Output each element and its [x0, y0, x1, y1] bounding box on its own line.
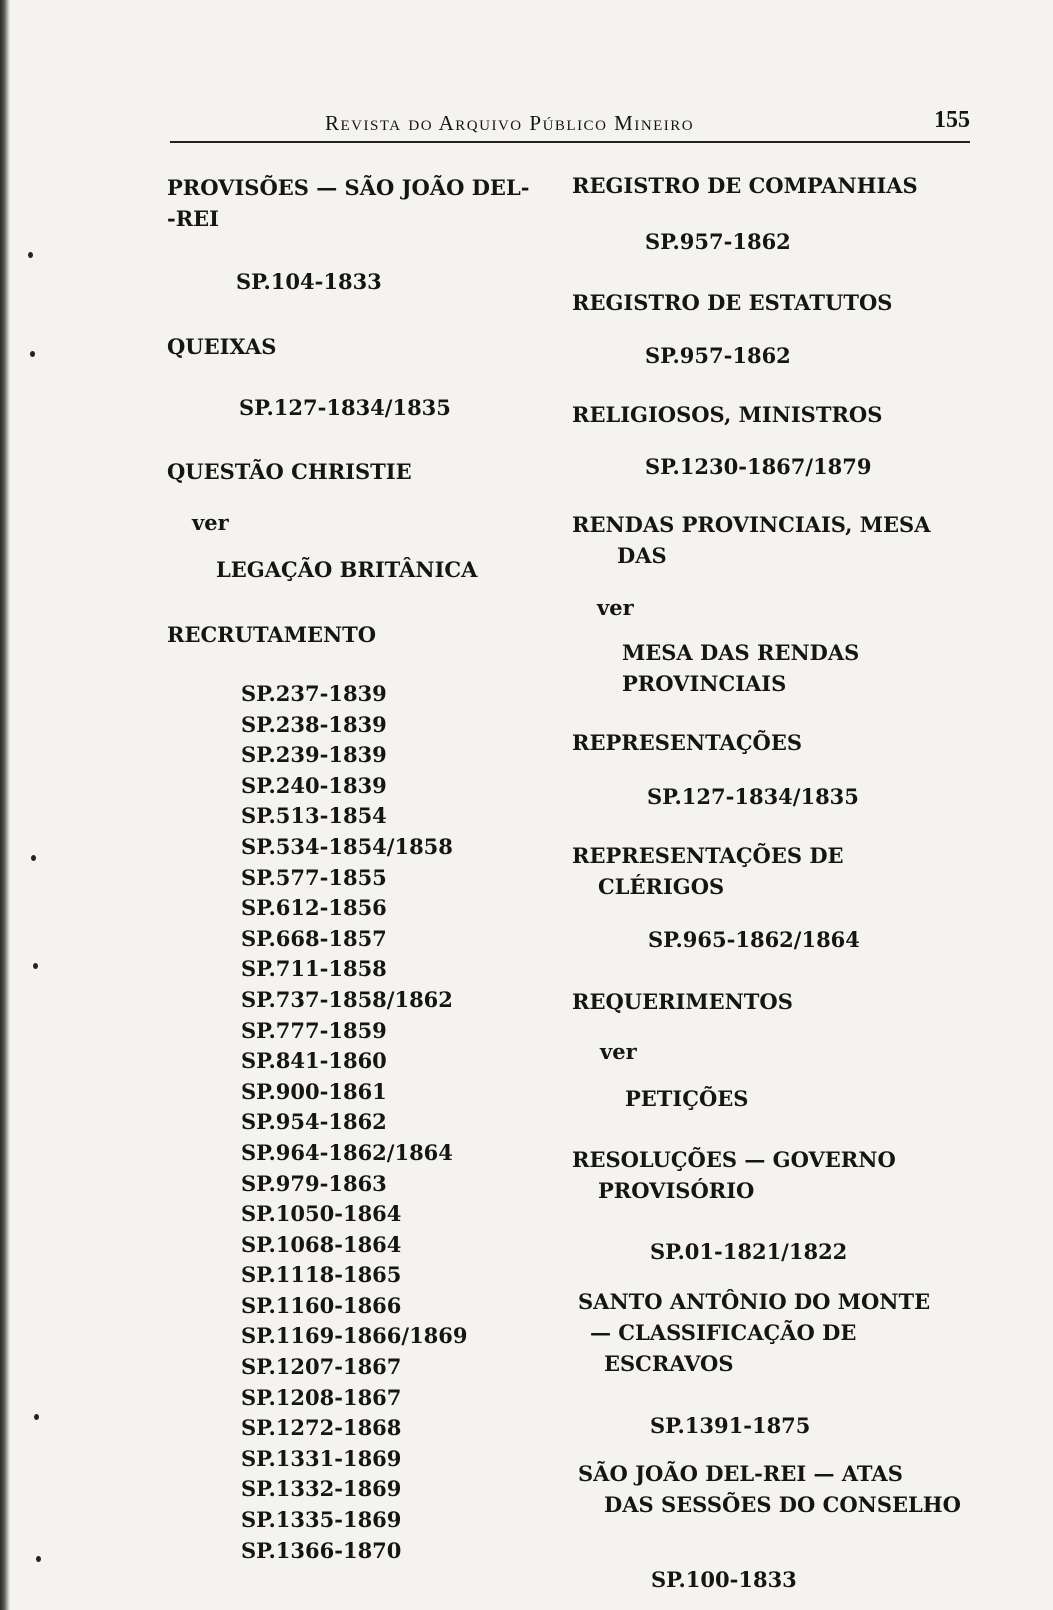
- heading-line: REPRESENTAÇÕES DE: [572, 843, 844, 868]
- reference: SP.1331-1869: [241, 1445, 402, 1471]
- reference: SP.127-1834/1835: [239, 395, 451, 420]
- running-title: Revista do Arquivo Público Mineiro: [325, 111, 695, 135]
- reference: SP.1335-1869: [241, 1507, 402, 1533]
- reference: SP.534-1854/1858: [241, 833, 453, 859]
- heading-line: RENDAS PROVINCIAIS, MESA: [572, 512, 931, 537]
- reference: SP.1160-1866: [241, 1292, 402, 1318]
- heading-line: PROVISÕES — SÃO JOÃO DEL-: [167, 175, 530, 200]
- header-rule: [170, 141, 970, 143]
- reference: SP.1332-1869: [241, 1476, 402, 1502]
- heading-line: — CLASSIFICAÇÃO DE: [590, 1320, 857, 1345]
- index-heading: RECRUTAMENTO: [167, 622, 377, 647]
- see-reference-target: [622, 637, 859, 699]
- heading-line: DAS: [617, 543, 667, 568]
- index-heading: [572, 840, 844, 902]
- reference: SP.100-1833: [651, 1567, 797, 1592]
- index-heading: QUESTÃO CHRISTIE: [167, 459, 412, 484]
- reference: SP.1169-1866/1869: [241, 1323, 468, 1349]
- heading-line: RESOLUÇÕES — GOVERNO: [572, 1147, 896, 1172]
- reference: SP.1118-1865: [241, 1262, 402, 1288]
- scan-speck: [33, 963, 38, 969]
- index-heading: [572, 509, 931, 571]
- index-heading: [572, 1144, 896, 1206]
- index-heading: [167, 172, 529, 234]
- running-header: [170, 105, 970, 145]
- reference: SP.01-1821/1822: [650, 1239, 848, 1264]
- index-heading: [578, 1458, 961, 1520]
- see-reference-target: LEGAÇÃO BRITÂNICA: [216, 557, 478, 582]
- index-heading: REGISTRO DE COMPANHIAS: [572, 173, 918, 198]
- heading-line: ESCRAVOS: [604, 1351, 734, 1376]
- reference: SP.1207-1867: [241, 1354, 402, 1380]
- reference: SP.239-1839: [241, 742, 387, 768]
- index-heading: REQUERIMENTOS: [572, 989, 793, 1014]
- index-heading: REPRESENTAÇÕES: [572, 730, 803, 755]
- scan-speck: [36, 1556, 41, 1562]
- reference: SP.1208-1867: [241, 1384, 402, 1410]
- reference: SP.957-1862: [645, 229, 791, 254]
- reference: SP.954-1862: [241, 1109, 387, 1135]
- reference: SP.979-1863: [241, 1170, 387, 1196]
- index-heading: RELIGIOSOS, MINISTROS: [572, 402, 883, 427]
- heading-line: -REI: [167, 206, 219, 231]
- scan-speck: [28, 252, 33, 258]
- see-reference-label: ver: [600, 1039, 637, 1064]
- scan-edge-shadow: [0, 0, 10, 1610]
- scan-speck: [31, 855, 36, 861]
- see-reference-target: PETIÇÕES: [625, 1086, 749, 1111]
- see-reference-label: ver: [597, 595, 634, 620]
- reference: SP.965-1862/1864: [648, 927, 860, 952]
- reference: SP.238-1839: [241, 711, 387, 737]
- see-reference-label: ver: [192, 510, 229, 535]
- reference: SP.240-1839: [241, 772, 387, 798]
- reference: SP.737-1858/1862: [241, 986, 453, 1012]
- reference: SP.841-1860: [241, 1048, 387, 1074]
- reference: SP.957-1862: [645, 343, 791, 368]
- reference: SP.1230-1867/1879: [645, 454, 872, 479]
- reference: SP.711-1858: [241, 956, 387, 982]
- reference: SP.1272-1868: [241, 1415, 402, 1441]
- scan-speck: [34, 1414, 39, 1420]
- reference: SP.577-1855: [241, 864, 387, 890]
- reference: SP.1068-1864: [241, 1231, 402, 1257]
- see-target-line: MESA DAS RENDAS: [622, 640, 860, 665]
- reference: SP.237-1839: [241, 681, 387, 706]
- reference: SP.900-1861: [241, 1078, 387, 1104]
- heading-line: CLÉRIGOS: [598, 874, 725, 899]
- index-heading: REGISTRO DE ESTATUTOS: [572, 290, 893, 315]
- reference: SP.1366-1870: [241, 1537, 402, 1563]
- heading-line: PROVISÓRIO: [598, 1178, 755, 1203]
- heading-line: SANTO ANTÔNIO DO MONTE: [578, 1289, 931, 1314]
- reference: SP.612-1856: [241, 895, 387, 921]
- reference: SP.668-1857: [241, 925, 387, 951]
- reference: SP.1391-1875: [650, 1413, 811, 1438]
- heading-line: SÃO JOÃO DEL-REI — ATAS: [578, 1461, 903, 1486]
- reference: SP.104-1833: [236, 269, 382, 294]
- reference: SP.777-1859: [241, 1017, 387, 1043]
- index-heading: QUEIXAS: [167, 334, 277, 359]
- reference: SP.964-1862/1864: [241, 1139, 453, 1165]
- reference: SP.513-1854: [241, 803, 387, 829]
- index-heading: [578, 1286, 930, 1379]
- reference: SP.127-1834/1835: [647, 784, 859, 809]
- page-number: 155: [934, 107, 970, 133]
- reference-list: [241, 679, 468, 1566]
- heading-line: DAS SESSÕES DO CONSELHO: [604, 1492, 961, 1517]
- see-target-line: PROVINCIAIS: [622, 671, 787, 696]
- scan-speck: [30, 351, 35, 357]
- reference: SP.1050-1864: [241, 1201, 402, 1227]
